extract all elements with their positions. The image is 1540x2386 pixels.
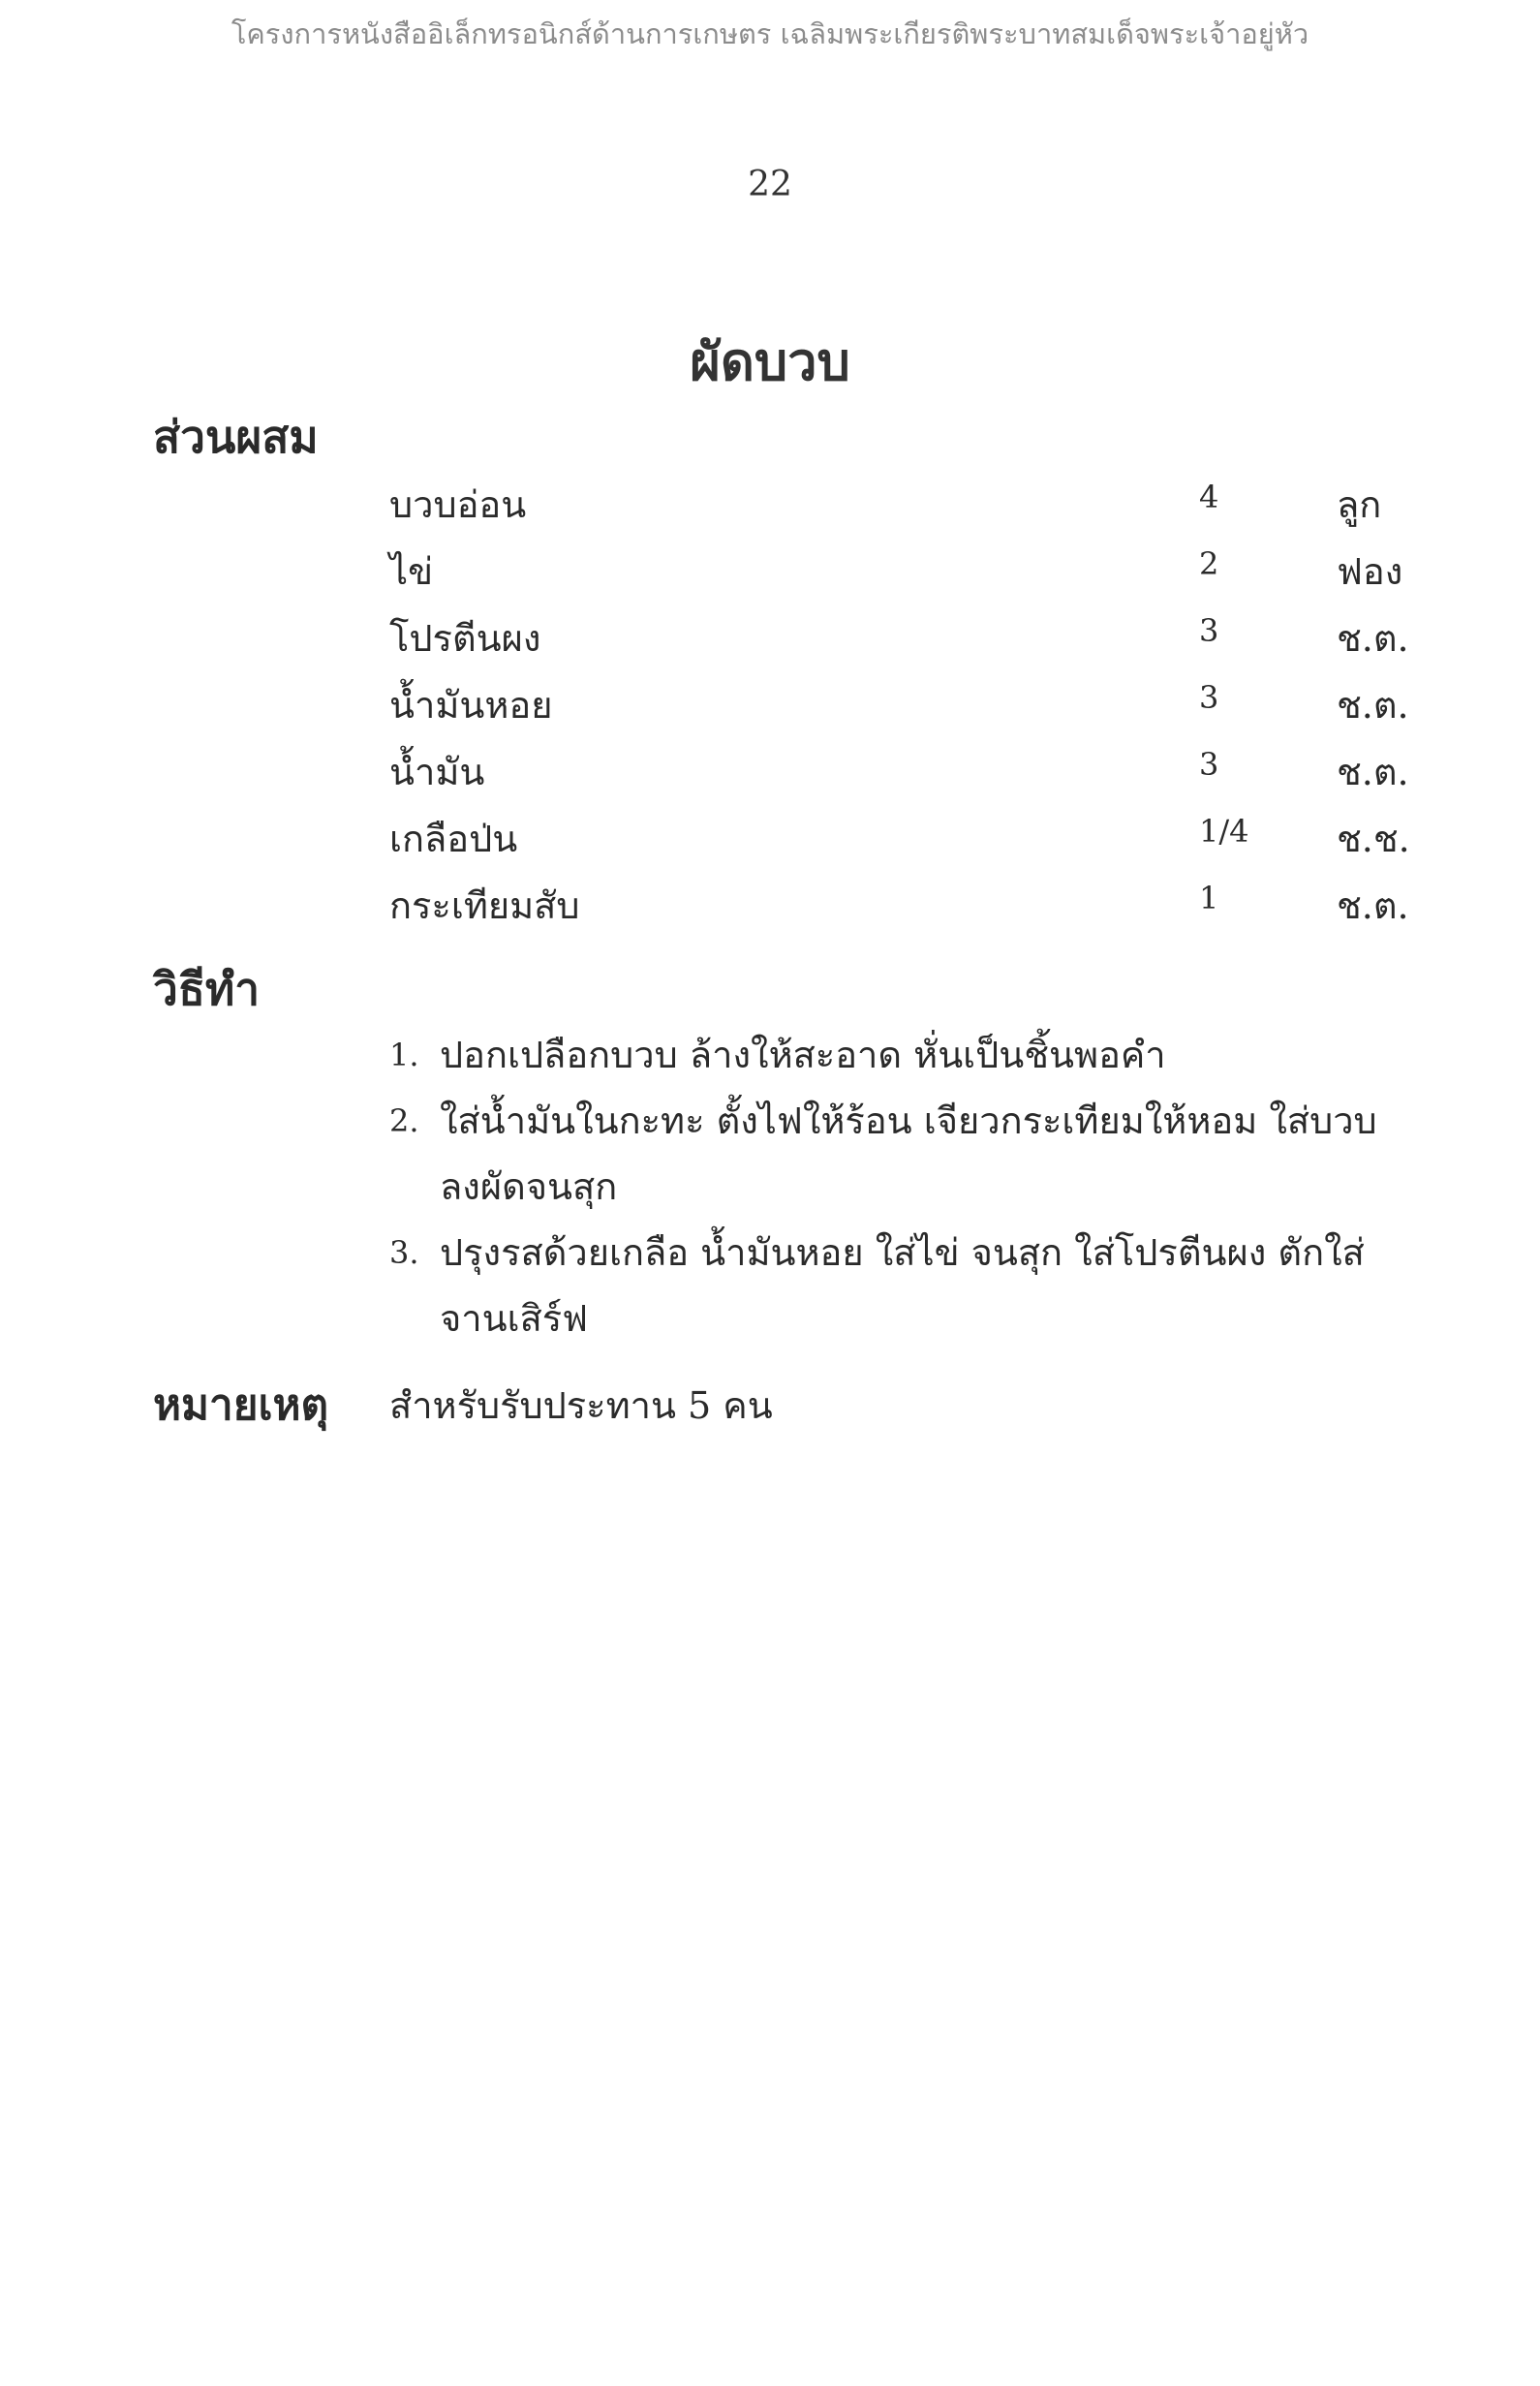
ingredient-qty: 4 bbox=[1199, 479, 1219, 515]
ingredient-qty: 3 bbox=[1199, 612, 1219, 649]
ingredient-unit: ช.ช. bbox=[1337, 818, 1410, 860]
method-steps bbox=[389, 1022, 1416, 1351]
ingredient-qty: 3 bbox=[1199, 679, 1219, 716]
ingredient-unit: ช.ต. bbox=[1337, 617, 1409, 660]
page-number: 22 bbox=[748, 165, 792, 204]
step-text: ปอกเปลือกบวบ ล้างให้สะอาด หั่นเป็นชิ้นพอคำ bbox=[440, 1034, 1166, 1076]
ingredients-list bbox=[389, 475, 1416, 943]
ingredient-row bbox=[389, 742, 1416, 809]
method-heading: วิธีทำ bbox=[153, 963, 261, 1015]
ingredients-heading: ส่วนผสม bbox=[153, 411, 319, 463]
ingredient-qty: 2 bbox=[1199, 545, 1219, 582]
ingredient-unit: ช.ต. bbox=[1337, 884, 1409, 927]
ingredient-qty: 1 bbox=[1199, 880, 1219, 916]
ingredient-qty: 1/4 bbox=[1199, 813, 1249, 850]
method-step bbox=[389, 1022, 1416, 1088]
step-number: 1. bbox=[389, 1037, 419, 1073]
ingredient-name: น้ำมันหอย bbox=[389, 684, 553, 727]
step-number: 3. bbox=[389, 1234, 419, 1271]
ingredient-row bbox=[389, 675, 1416, 742]
ingredient-row bbox=[389, 542, 1416, 608]
ingredient-row bbox=[389, 809, 1416, 876]
step-text: ใส่น้ำมันในกะทะ ตั้งไฟให้ร้อน เจียวกระเทียมให้หอม ใส่บวบลงผัดจนสุก bbox=[440, 1100, 1377, 1208]
ingredient-name: กระเทียมสับ bbox=[389, 884, 580, 927]
note-label: หมายเหตุ bbox=[153, 1380, 329, 1430]
step-number: 2. bbox=[389, 1102, 419, 1139]
step-text: ปรุงรสด้วยเกลือ น้ำมันหอย ใส่ไข่ จนสุก ใส่โปรตีนผง ตักใส่จานเสิร์ฟ bbox=[440, 1231, 1365, 1340]
ingredient-name: เกลือป่น bbox=[389, 818, 518, 860]
note-text: สำหรับรับประทาน 5 คน bbox=[389, 1384, 773, 1427]
ingredient-name: น้ำมัน bbox=[389, 751, 485, 793]
ingredient-name: โปรตีนผง bbox=[389, 617, 541, 660]
project-banner: โครงการหนังสืออิเล็กทรอนิกส์ด้านการเกษตร เฉลิมพระเกียรติพระบาทสมเด็จพระเจ้าอยู่หัว bbox=[231, 17, 1309, 50]
ingredient-name: บวบอ่อน bbox=[389, 483, 527, 526]
ingredient-unit: ฟอง bbox=[1337, 550, 1403, 593]
recipe-title: ผัดบวบ bbox=[690, 331, 850, 392]
ingredient-unit: ช.ต. bbox=[1337, 751, 1409, 793]
ingredient-name: ไข่ bbox=[389, 550, 434, 593]
ingredient-unit: ลูก bbox=[1337, 483, 1382, 526]
ingredient-row bbox=[389, 876, 1416, 943]
ingredient-unit: ช.ต. bbox=[1337, 684, 1409, 727]
method-step bbox=[389, 1088, 1416, 1220]
method-step bbox=[389, 1220, 1416, 1351]
ingredient-qty: 3 bbox=[1199, 746, 1219, 783]
ingredient-row bbox=[389, 608, 1416, 675]
ingredient-row bbox=[389, 475, 1416, 542]
